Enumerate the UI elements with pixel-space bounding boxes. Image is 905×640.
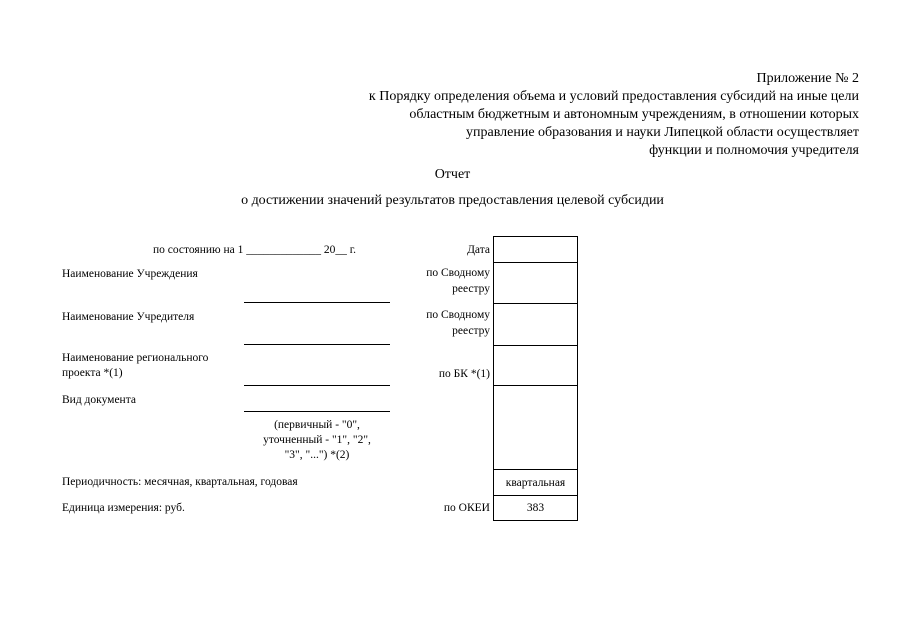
bk-code-cell[interactable] [493, 345, 578, 385]
registry-1-code-cell[interactable] [493, 262, 578, 303]
doc-type-label: Вид документа [62, 394, 136, 406]
appendix-header [369, 70, 859, 160]
registry-2-line-1: по Сводному [426, 309, 490, 321]
okei-code-cell[interactable] [493, 495, 578, 521]
doc-type-code-cell[interactable] [493, 385, 578, 469]
registry-1-line-2: реестру [452, 283, 490, 295]
founder-underline[interactable] [244, 344, 390, 345]
appendix-line-3: областным бюджетным и автономным учреждениям, в отношении которых [409, 107, 859, 122]
appendix-line-2: к Порядку определения объема и условий предоставления субсидий на иные цели [368, 89, 859, 104]
doc-type-underline[interactable] [244, 411, 390, 412]
periodicity-label: Периодичность: месячная, квартальная, годовая [62, 476, 298, 488]
appendix-number: Приложение № 2 [756, 71, 859, 86]
institution-underline[interactable] [244, 302, 390, 303]
project-label-2: проекта *(1) [62, 367, 123, 379]
date-code-cell[interactable] [493, 236, 578, 262]
registry-2-code-cell[interactable] [493, 303, 578, 345]
periodicity-value: квартальная [505, 476, 566, 489]
project-underline[interactable] [244, 385, 390, 386]
founder-label: Наименование Учредителя [62, 311, 195, 323]
doc-type-note-1: (первичный - "0", [274, 419, 360, 431]
institution-label: Наименование Учреждения [62, 268, 198, 280]
appendix-line-4: управление образования и науки Липецкой области осуществляет [466, 125, 859, 140]
unit-label: Единица измерения: руб. [62, 502, 185, 514]
registry-1-line-1: по Сводному [426, 267, 490, 279]
okei-value: 383 [526, 502, 545, 514]
report-subtitle: о достижении значений результатов предоставления целевой субсидии [241, 193, 664, 208]
project-label-1: Наименование регионального [62, 352, 209, 364]
date-code-label: Дата [467, 244, 490, 256]
registry-2-line-2: реестру [452, 325, 490, 337]
bk-code-label: по БК *(1) [438, 368, 490, 380]
okei-code-label: по ОКЕИ [443, 502, 490, 514]
periodicity-code-cell[interactable] [493, 469, 578, 495]
appendix-line-5: функции и полномочия учредителя [649, 143, 859, 158]
doc-type-note-2: уточненный - "1", "2", [263, 434, 371, 446]
doc-type-note-3: "3", "...") *(2) [284, 449, 350, 461]
report-title: Отчет [434, 167, 471, 182]
as-of-date-line: по состоянию на 1 _____________ 20__ г. [153, 244, 357, 256]
